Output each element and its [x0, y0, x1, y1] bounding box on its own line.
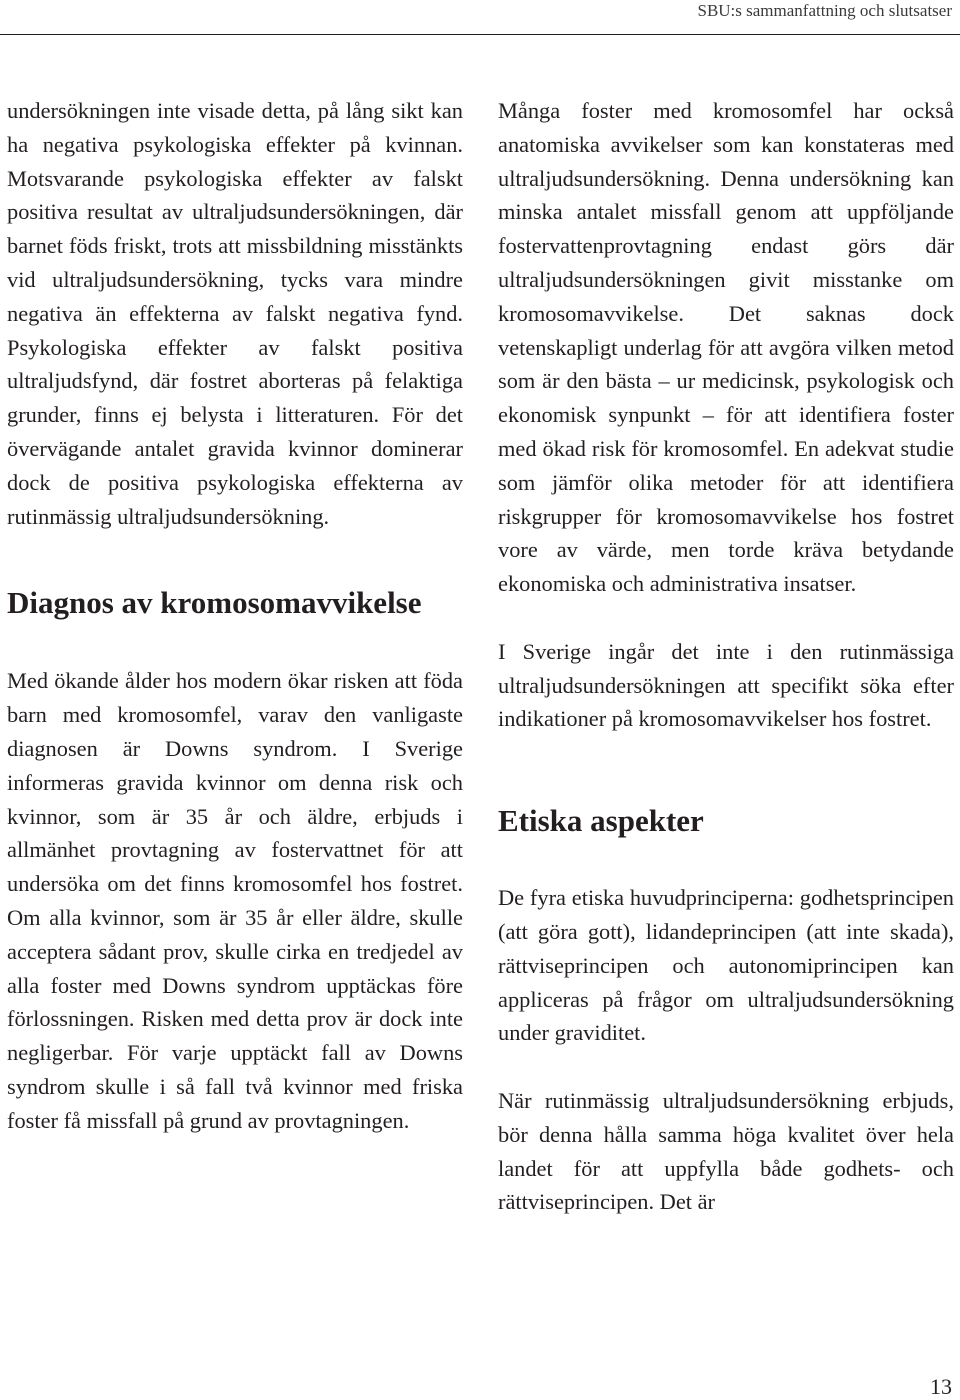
- body-paragraph-anatomical-deviations: Många foster med kromosomfel har också anatomiska avvikelser som kan konstateras med ultraljudsundersökning. Denna undersökning kan minska antalet missfall genom att uppföljande fostervattenprovtagning endast görs där ultraljudsundersökningen givit misstanke om kromosomavvikelse. Det saknas dock vetenskapligt underlag för att avgöra vilken metod som är den bästa – ur medicinsk, psykologisk och ekonomisk synpunkt – för att identifiera foster med ökad risk för kromosomfel. En adekvat studie som jämför olika metoder för att identifiera riskgrupper för kromosomavvikelse hos fostret vore av värde, men torde kräva betydande ekonomiska och administrativa insatser.: [498, 98, 954, 597]
- body-paragraph-ethical-principles: De fyra etiska huvudprinciperna: godhetsprincipen (att göra gott), lidandeprincipen (att inte skada), rättviseprincipen och autonomiprincipen kan appliceras på frågor om ultraljudsundersökning under graviditet.: [498, 885, 954, 1046]
- body-paragraph-sweden-routine: I Sverige ingår det inte i den rutinmässiga ultraljudsundersökningen att specifikt söka efter indikationer på kromosomavvikelser hos fostret.: [498, 638, 954, 732]
- page-number: 13: [930, 1374, 952, 1399]
- running-header: SBU:s sammanfattning och slutsatser: [697, 1, 952, 20]
- right-column: [498, 94, 954, 1219]
- header-rule: [0, 34, 960, 35]
- section-heading-ethical-aspects: Etiska aspekter: [498, 803, 704, 839]
- body-paragraph-quality-nationwide: När rutinmässig ultraljudsundersökning erbjuds, bör denna hålla samma höga kvalitet över hela landet för att uppfylla både godhets- och rättviseprincipen. Det är: [498, 1087, 954, 1215]
- body-paragraph-psychological-effects: undersökningen inte visade detta, på lång sikt kan ha negativa psykologiska effekter på kvinnan. Motsvarande psykologiska effekter av falskt positiva resultat av ultraljudsundersökningen, där barnet föds friskt, trots att missbildning misstänkts vid ultraljudsundersökning, tycks vara mindre negativa än effekterna av falskt negativa fynd. Psykologiska effekter av falskt positiva ultraljudsfynd, där fostret aborteras på felaktiga grunder, finns ej belysta i litteraturen. För det övervägande antalet gravida kvinnor dominerar dock de positiva psykologiska effekterna av rutinmässig ultraljudsundersökning.: [7, 98, 463, 529]
- section-heading-chromosome-diagnosis: Diagnos av kromosomavvikelse: [7, 585, 422, 621]
- body-paragraph-downs-syndrome: Med ökande ålder hos modern ökar risken att föda barn med kromosomfel, varav den vanligaste diagnosen är Downs syndrom. I Sverige informeras gravida kvinnor om denna risk och kvinnor, som är 35 år och äldre, erbjuds i allmänhet provtagning av fostervattnet för att undersöka om det finns kromosomfel hos fostret. Om alla kvinnor, som är 35 år eller äldre, skulle acceptera sådant prov, skulle cirka en tredjedel av alla foster med Downs syndrom upptäckas före förlossningen. Risken med detta prov är dock inte negligerbar. För varje upptäckt fall av Downs syndrom skulle i så fall två kvinnor med friska foster få missfall på grund av provtagningen.: [7, 668, 463, 1133]
- left-column: [7, 94, 463, 1138]
